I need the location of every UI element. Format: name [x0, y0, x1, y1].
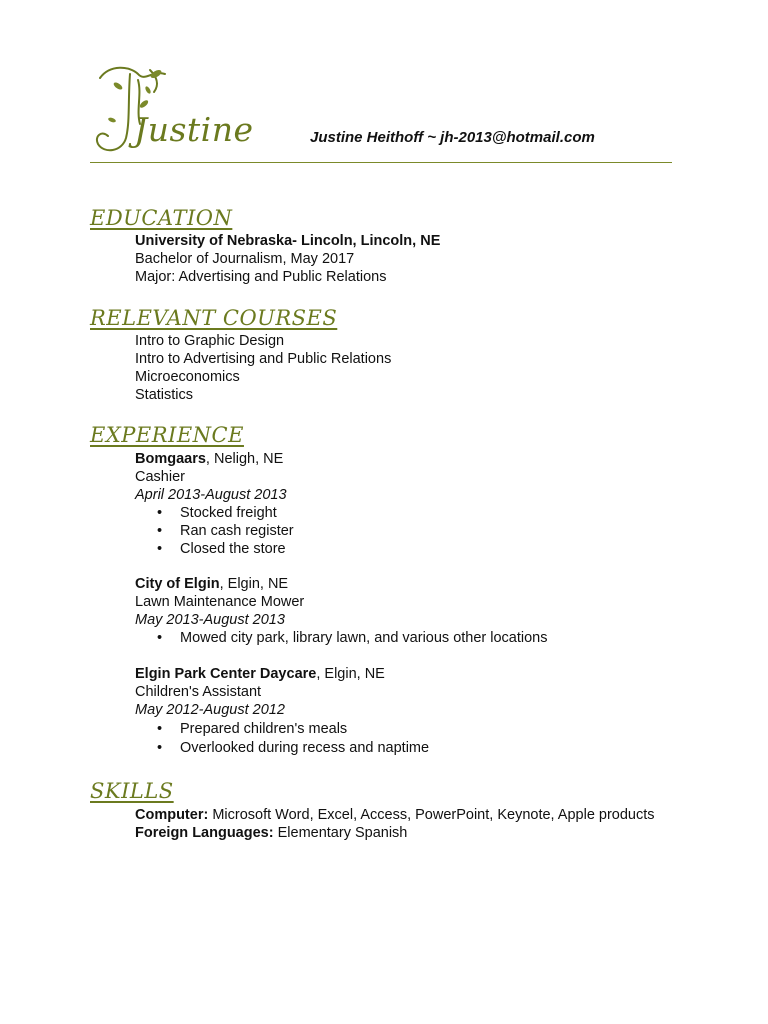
job-location: , Elgin, NE — [316, 666, 385, 682]
bullet-icon: • — [157, 541, 163, 557]
section-title-skills: SKILLS — [90, 779, 174, 803]
job-employer: Elgin Park Center Daycare — [135, 666, 317, 682]
education-school: University of Nebraska- Lincoln, Lincoln, NE — [135, 233, 441, 249]
section-title-education: EDUCATION — [90, 206, 233, 230]
skills-computer-label: Computer: — [135, 807, 209, 823]
contact-line[interactable]: Justine Heithoff ~ jh-2013@hotmail.com — [310, 129, 595, 146]
job-role: Cashier — [135, 469, 185, 485]
education-degree: Bachelor of Journalism, May 2017 — [135, 251, 355, 267]
job-employer: City of Elgin — [135, 576, 220, 592]
skills-languages-value: Elementary Spanish — [273, 825, 408, 841]
header-divider — [90, 162, 672, 163]
skills-languages — [135, 824, 407, 842]
job-duty: Stocked freight — [180, 505, 277, 521]
job-heading — [135, 665, 385, 683]
job-role: Lawn Maintenance Mower — [135, 594, 305, 610]
course-item: Intro to Graphic Design — [135, 333, 285, 349]
job-duty: Closed the store — [180, 541, 286, 557]
bullet-icon: • — [157, 630, 163, 646]
logo-word: Justine — [134, 110, 254, 149]
job-duty: Mowed city park, library lawn, and various other locations — [180, 630, 548, 646]
bullet-icon: • — [157, 523, 163, 539]
job-dates: April 2013-August 2013 — [135, 487, 287, 503]
bullet-icon: • — [157, 505, 163, 521]
section-title-courses: RELEVANT COURSES — [90, 306, 338, 330]
course-item: Intro to Advertising and Public Relations — [135, 351, 392, 367]
course-item: Microeconomics — [135, 369, 240, 385]
justine-logo — [90, 60, 270, 160]
job-heading — [135, 450, 283, 468]
course-item: Statistics — [135, 387, 194, 403]
job-role: Children's Assistant — [135, 684, 262, 700]
bullet-icon: • — [157, 740, 163, 756]
bullet-icon: • — [157, 721, 163, 737]
education-major: Major: Advertising and Public Relations — [135, 269, 387, 285]
job-dates: May 2012-August 2012 — [135, 702, 285, 718]
job-heading — [135, 575, 288, 593]
job-duty: Ran cash register — [180, 523, 294, 539]
job-duty: Prepared children's meals — [180, 721, 348, 737]
job-location: , Elgin, NE — [219, 576, 289, 592]
skills-languages-label: Foreign Languages: — [135, 825, 274, 841]
skills-computer-value: Microsoft Word, Excel, Access, PowerPoint, Keynote, Apple products — [208, 807, 655, 823]
skills-computer — [135, 806, 655, 824]
section-title-experience: EXPERIENCE — [90, 423, 244, 447]
job-employer: Bomgaars — [135, 451, 206, 467]
job-duty: Overlooked during recess and naptime — [180, 740, 430, 756]
job-location: , Neligh, NE — [205, 451, 284, 467]
job-dates: May 2013-August 2013 — [135, 612, 285, 628]
